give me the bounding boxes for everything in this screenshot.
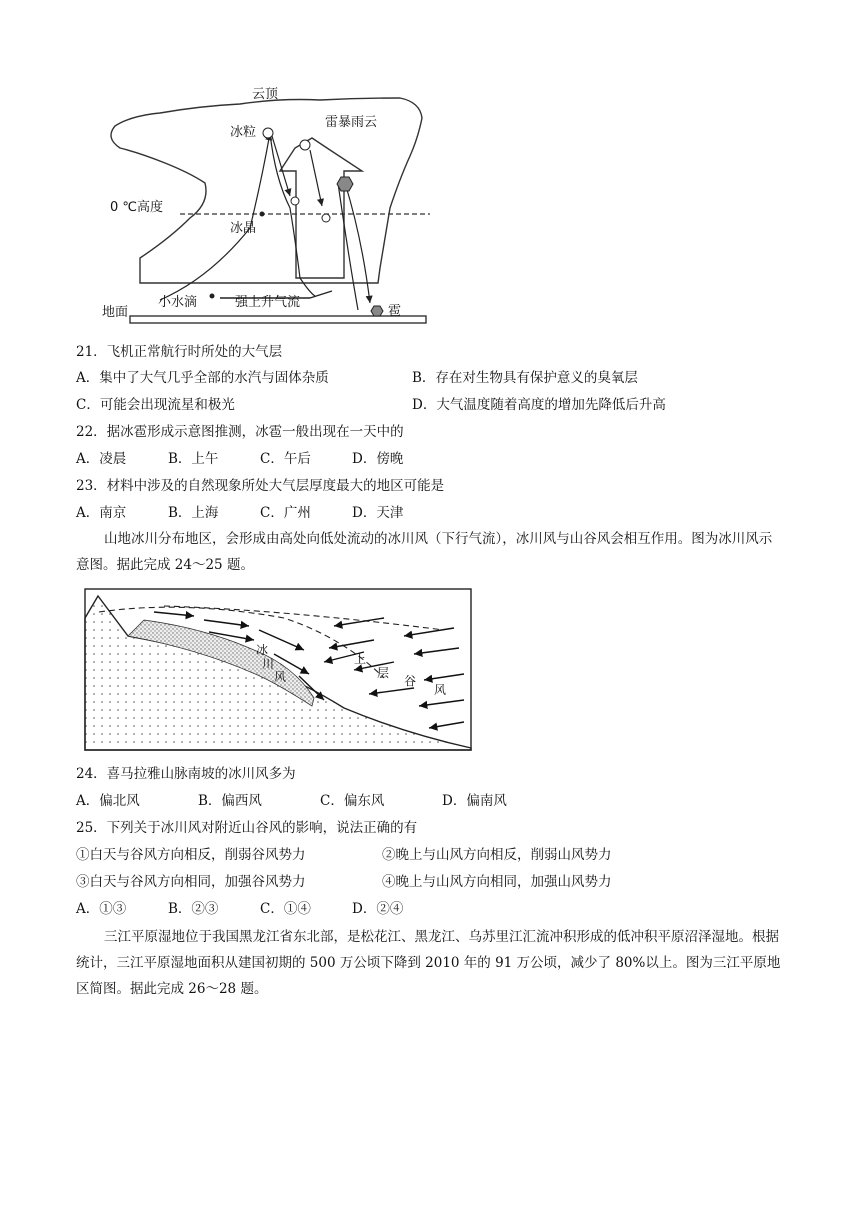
q24-option-c: C．偏东风	[320, 793, 385, 809]
q22-option-d: D．傍晚	[352, 451, 404, 467]
q23-option-a: A．南京	[76, 505, 127, 521]
hail-formation-diagram	[100, 78, 430, 328]
q25-option-c: C．①④	[260, 901, 311, 917]
q24-option-d: D．偏南风	[442, 793, 507, 809]
label-zero-degree: 0 ℃高度	[110, 200, 164, 215]
label-glacier-1: 冰	[256, 643, 269, 657]
label-glacier-3: 风	[274, 670, 287, 684]
label-ground: 地面	[102, 305, 129, 320]
q25-statement-2: ②晚上与山风方向相反，削弱山风势力	[382, 847, 612, 863]
q24-option-a: A．偏北风	[76, 793, 140, 809]
label-ice-particle: 冰粒	[230, 125, 257, 140]
glacier-wind-diagram	[84, 588, 474, 752]
intro-26-28: 三江平原湿地位于我国黑龙江省东北部，是松花江、黑龙江、乌苏里江汇流冲积形成的低冲积平原沼泽湿地。根据统计，三江平原湿地面积从建国初期的 500 万公顷下降到 2010 年的 91 万公顷，减少了 80%以上。图为三江平原地区简图。据此完成 26～28 题。	[76, 929, 781, 997]
label-hail: 雹	[388, 304, 402, 319]
q25-statement-3: ③白天与谷风方向相同，加强谷风势力	[76, 874, 306, 890]
q25-statement-4: ④晚上与山风方向相同，加强山风势力	[382, 874, 612, 890]
q21-stem: 21．飞机正常航行时所处的大气层	[76, 344, 283, 360]
q25-stem: 25．下列关于冰川风对附近山谷风的影响，说法正确的有	[76, 820, 418, 836]
intro-24-25: 山地冰川分布地区，会形成由高处向低处流动的冰川风（下行气流），冰川风与山谷风会相互作用。图为冰川风示意图。据此完成 24～25 题。	[76, 531, 773, 573]
q21-option-b: B．存在对生物具有保护意义的臭氧层	[412, 370, 638, 386]
ground-bar	[130, 316, 426, 323]
q22-option-c: C．午后	[260, 451, 311, 467]
label-glacier-2: 川	[262, 657, 275, 671]
q25-option-d: D．②④	[352, 901, 404, 917]
q22-option-a: A．凌晨	[76, 451, 127, 467]
q21-option-c: C．可能会出现流星和极光	[76, 397, 235, 413]
q23-option-c: C．广州	[260, 505, 311, 521]
q24-stem: 24．喜马拉雅山脉南坡的冰川风多为	[76, 766, 296, 782]
q21-option-d: D．大气温度随着高度的增加先降低后升高	[412, 397, 666, 413]
q23-option-b: B．上海	[168, 505, 219, 521]
q22-stem: 22．据冰雹形成示意图推测，冰雹一般出现在一天中的	[76, 424, 404, 440]
label-ice-crystal: 冰晶	[230, 221, 257, 236]
q24-option-b: B．偏西风	[198, 793, 262, 809]
label-valley-1: 上	[354, 652, 367, 666]
label-cloud-top: 云顶	[252, 87, 279, 102]
label-updraft: 强上升气流	[235, 295, 301, 310]
q21-option-a: A．集中了大气几乎全部的水汽与固体杂质	[76, 370, 329, 386]
label-valley-4: 风	[434, 683, 447, 697]
q23-option-d: D．天津	[352, 505, 404, 521]
label-valley-2: 层	[377, 666, 390, 680]
q25-statement-1: ①白天与谷风方向相反，削弱谷风势力	[76, 847, 306, 863]
q23-stem: 23．材料中涉及的自然现象所处大气层厚度最大的地区可能是	[76, 478, 445, 494]
q25-option-a: A．①③	[76, 901, 127, 917]
label-water-droplet: 小水滴	[158, 295, 198, 310]
label-storm-cloud: 雷暴雨云	[325, 115, 378, 130]
q25-option-b: B．②③	[168, 901, 219, 917]
q22-option-b: B．上午	[168, 451, 219, 467]
label-valley-3: 谷	[404, 674, 417, 688]
